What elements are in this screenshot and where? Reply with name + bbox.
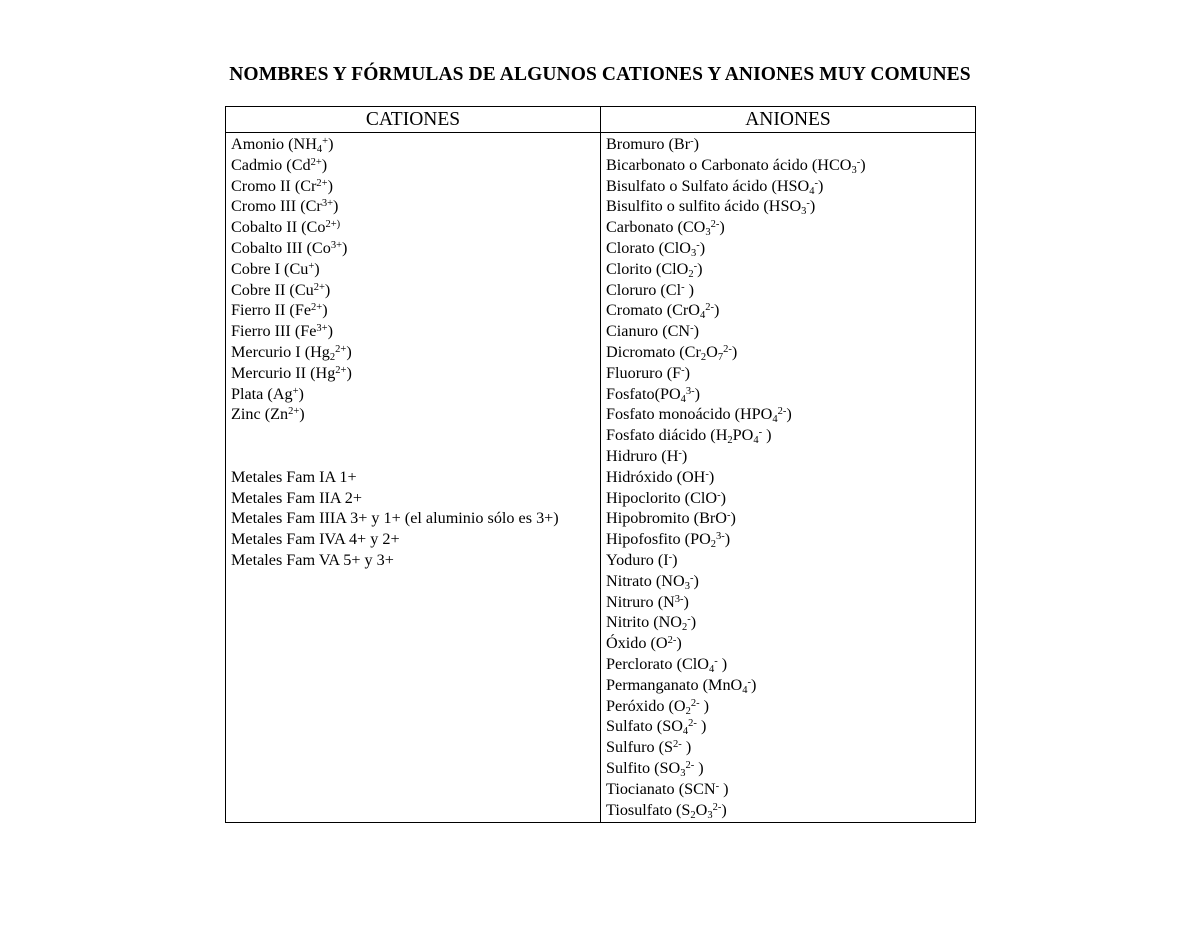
formula-charge: 2- [710,219,720,231]
formula-text: HCO [817,155,852,174]
anion-row [606,321,968,342]
formula-charge: - [690,323,694,335]
anion-row [606,737,968,758]
cation-row [231,134,593,155]
ions-table [225,106,976,823]
formula-text: Zn [270,405,289,424]
anion-name: Carbonato ( [606,218,683,237]
anion-name: Bisulfito o sulfito ácido ( [606,197,769,216]
formula-text: NO [658,613,682,632]
formula-text: OH [681,467,706,486]
cation-name: Zinc ( [231,405,271,424]
cation-name: Cromo II ( [231,176,301,195]
formula-text: NO [661,571,685,590]
formula-subscript: 2 [688,268,694,280]
formula-text: Fe [300,322,317,341]
formula-charge: - [715,780,720,792]
formula-charge: 2+) [325,219,341,231]
formula-text: PO [732,426,754,445]
formula-close: ) [672,550,678,569]
formula-close: ) [681,446,688,465]
formula-charge: 2+ [316,177,328,189]
formula-close: ) [321,155,328,174]
cation-name: Cobalto III ( [231,238,312,257]
anion-row [606,238,968,259]
anion-name: Fosfato( [606,384,660,403]
formula-text: NH [293,135,317,153]
formula-text: Hg [310,342,330,361]
formula-text: O [695,800,708,819]
anion-name: Clorato ( [606,238,664,257]
formula-close: ) [693,322,699,341]
formula-charge: 3- [685,385,695,397]
formula-text: Co [306,218,326,237]
formula-text: Cu [294,280,314,299]
anion-name: Nitruro ( [606,592,664,611]
formula-close: ) [690,613,697,632]
cations-header: CATIONES [365,109,461,130]
anion-row [606,300,968,321]
formula-text: Fe [294,301,312,320]
anion-name: Tiocianato ( [606,779,685,798]
cation-row [231,384,593,405]
formula-close: ) [324,280,331,299]
formula-text: S [681,800,691,819]
cation-name: Cromo III ( [231,197,306,216]
formula-text: Cr [300,176,317,195]
formula-subscript: 4 [680,393,686,405]
cation-row [231,238,593,259]
formula-subscript: 2 [682,622,688,634]
anion-name: Hipoclorito ( [606,488,691,507]
anion-name: Cianuro ( [606,322,668,341]
formula-text: ClO [681,654,709,673]
anion-name: Yoduro ( [606,550,664,569]
formula-close: ) [717,654,728,673]
formula-charge: 2- [705,302,714,314]
formula-charge: 3+ [330,239,342,251]
formula-text: Hg [315,363,336,382]
anion-name: Nitrito ( [606,613,659,632]
anion-row [606,259,968,280]
formula-close: ) [724,530,731,549]
formula-charge: 2- [667,635,677,647]
formula-charge: 3- [716,531,725,543]
formula-subscript: 2 [685,705,691,717]
cation-row [231,259,593,280]
formula-close: ) [696,717,707,736]
anion-name: Nitrato ( [606,571,662,590]
anion-row [606,384,968,405]
anion-row [606,488,968,509]
cation-name: Fierro III ( [231,322,301,341]
formula-charge: - [681,364,685,376]
cations-list [231,134,593,571]
formula-subscript: 4 [699,310,706,322]
formula-text: S [664,738,674,757]
formula-charge: - [758,427,763,439]
formula-close: ) [684,363,690,382]
formula-subscript: 3 [707,809,713,821]
formula-close: ) [694,384,701,403]
cation-name: Amonio ( [231,135,294,153]
anion-row [606,675,968,696]
formula-close: ) [713,301,720,320]
anion-row [606,716,968,737]
anion-row [606,758,968,779]
formula-subscript: 2 [690,809,696,821]
anion-name: Bisulfato o Sulfato ácido ( [606,176,777,195]
anion-row [606,779,968,800]
anions-header: ANIONES [745,109,831,130]
formula-text: Co [311,238,331,257]
formula-close: ) [693,135,699,153]
family-row: Metales Fam VA 5+ y 3+ [231,550,394,569]
formula-text: MnO [708,675,743,694]
anion-row [606,176,968,197]
formula-close: ) [694,758,704,777]
formula-charge: + [308,260,315,272]
formula-text: CN [667,322,691,341]
anion-name: Sulfuro ( [606,738,664,757]
formula-text: Br [673,135,691,153]
formula-charge: - [705,468,709,480]
formula-charge: - [806,198,810,210]
family-row: Metales Fam IVA 4+ y 2+ [231,530,400,549]
formula-close: ) [684,280,695,299]
formula-charge: 2- [712,801,722,813]
formula-text: O [673,696,686,715]
anion-row [606,467,968,488]
anion-name: Cromato ( [606,301,673,320]
formula-charge: 2+ [311,302,323,314]
formula-text: PO [690,530,711,549]
formula-charge: 2- [777,406,787,418]
formula-charge: 2+ [310,156,322,168]
cation-row [231,217,593,238]
anions-list [606,134,968,820]
formula-close: ) [860,155,866,174]
anion-row [606,404,968,425]
formula-charge: 2- [690,697,700,709]
cation-name: Cobre II ( [231,280,295,299]
formula-close: ) [699,238,706,257]
formula-close: ) [721,800,727,819]
anion-row [606,612,968,633]
cation-row [231,155,593,176]
formula-subscript: 2 [700,351,707,363]
anion-name: Fosfato monoácido ( [606,405,740,424]
formula-subscript: 4 [316,144,323,155]
formula-charge: - [681,281,685,293]
cation-name: Plata ( [231,384,273,403]
spacer-row [231,425,593,467]
formula-text: CO [682,218,706,237]
formula-charge: 2- [688,718,697,730]
formula-text: Ag [272,384,293,403]
formula-close: ) [327,322,333,341]
formula-text: O [706,342,718,361]
formula-charge: - [696,239,700,251]
cation-row [231,176,593,197]
formula-charge: - [747,676,751,688]
formula-charge: - [856,156,861,168]
anion-name: Fluoruro ( [606,363,673,382]
family-row: Metales Fam IIIA 3+ y 1+ (el aluminio sólo es 3+) [231,509,559,528]
cation-row [231,280,593,301]
anion-row [606,633,968,654]
formula-text: H [666,446,679,465]
formula-text: O [655,634,668,653]
formula-text: PO [659,384,681,403]
anion-row [606,508,968,529]
formula-charge: 2+ [313,281,325,293]
formula-charge: 2- [685,759,695,771]
anion-name: Óxido ( [606,634,656,653]
anion-name: Sulfato ( [606,717,663,736]
anion-row [606,196,968,217]
formula-close: ) [342,238,348,257]
page-title: NOMBRES Y FÓRMULAS DE ALGUNOS CATIONES Y ANIONES MUY COMUNES [229,64,971,85]
formula-text: ClO [690,488,718,507]
formula-close: ) [693,571,699,590]
formula-subscript: 4 [708,663,715,675]
family-row: Metales Fam IIA 2+ [231,488,362,507]
formula-close: ) [809,197,816,216]
formula-subscript: 3 [705,227,711,239]
formula-charge: - [689,572,694,584]
formula-close: ) [681,738,692,757]
formula-text: N [663,592,675,611]
formula-subscript: 3 [680,767,686,779]
anion-name: Hipobromito ( [606,509,700,528]
anion-row [606,155,968,176]
anion-name: Hidruro ( [606,446,667,465]
formula-text: Cu [289,259,309,278]
anion-name: Hidróxido ( [606,467,682,486]
formula-charge: - [668,551,673,563]
anion-row [606,446,968,467]
anion-name: Hipofosfito ( [606,530,691,549]
formula-text: H [715,426,728,445]
anion-row [606,134,968,155]
anion-row [606,550,968,571]
formula-charge: 3+ [321,198,333,210]
formula-close: ) [708,467,715,486]
formula-close: ) [332,197,339,216]
cation-row [231,321,593,342]
formula-subscript: 4 [772,414,778,426]
formula-close: ) [327,176,333,195]
cation-row [231,342,593,363]
anion-name: Sulfito ( [606,758,660,777]
cation-row [231,300,593,321]
anion-row [606,217,968,238]
formula-charge: 3- [674,593,684,605]
formula-subscript: 3 [801,206,807,218]
anion-row [606,696,968,717]
formula-close: ) [683,592,689,611]
cation-name: Mercurio I ( [231,342,311,361]
formula-text: Cl [665,280,682,299]
formula-charge: - [814,177,818,189]
formula-close: ) [676,634,682,653]
formula-text: I [663,550,669,569]
formula-close: ) [786,405,792,424]
anion-name: Clorito ( [606,259,662,278]
formula-text: SCN [684,779,716,798]
formula-charge: - [693,260,698,272]
header-divider [226,132,975,133]
anion-name: Cloruro ( [606,280,666,299]
formula-charge: 2+ [335,364,347,376]
anion-name: Fosfato diácido ( [606,426,716,445]
formula-charge: - [726,510,731,522]
formula-close: ) [346,363,352,382]
column-divider [600,107,601,822]
formula-text: F [672,363,682,382]
formula-close: ) [322,301,328,320]
formula-text: Cr [305,197,322,216]
anion-name: Perclorato ( [606,654,682,673]
formula-close: ) [719,779,729,798]
cation-name: Cobalto II ( [231,218,307,237]
cation-row [231,404,593,425]
formula-text: HPO [739,405,773,424]
formula-close: ) [346,342,352,361]
cation-name: Cobre I ( [231,259,290,278]
formula-close: ) [299,405,305,424]
formula-subscript: 2 [710,539,717,551]
anion-name: Bromuro ( [606,135,674,153]
anion-name: Tiosulfato ( [606,800,682,819]
formula-charge: 3+ [316,323,328,335]
formula-subscript: 2 [329,351,336,363]
formula-close: ) [719,218,725,237]
formula-charge: + [292,385,299,397]
cation-row [231,363,593,384]
cation-name: Cadmio ( [231,155,292,174]
formula-close: ) [730,509,736,528]
formula-close: ) [699,696,710,715]
formula-charge: + [322,136,329,147]
formula-close: ) [720,488,726,507]
family-row: Metales Fam IA 1+ [231,467,357,486]
anion-row [606,800,968,821]
anion-name: Dicromato ( [606,342,685,361]
formula-charge: - [714,655,718,667]
formula-close: ) [314,259,320,278]
formula-close: ) [298,384,304,403]
formula-charge: - [687,614,691,626]
formula-subscript: 3 [851,164,857,176]
anion-name: Permanganato ( [606,675,709,694]
formula-close: ) [731,342,738,361]
formula-charge: 2+ [288,406,300,418]
formula-subscript: 4 [682,726,689,738]
anion-row [606,654,968,675]
anion-row [606,425,968,446]
formula-text: HSO [768,197,802,216]
cation-name: Mercurio II ( [231,363,316,382]
formula-subscript: 2 [727,435,733,447]
formula-text: BrO [699,509,727,528]
formula-close: ) [328,135,334,153]
cation-name: Fierro II ( [231,301,295,320]
formula-subscript: 4 [742,684,748,696]
formula-close: ) [750,675,757,694]
formula-text: SO [662,717,683,736]
formula-close: ) [762,426,772,445]
formula-charge: - [717,489,721,501]
anion-row [606,571,968,592]
formula-charge: - [690,136,694,147]
formula-text: ClO [664,238,691,257]
formula-subscript: 7 [717,351,724,363]
formula-charge: 2- [723,343,732,355]
formula-text: HSO [776,176,810,195]
formula-text: ClO [661,259,689,278]
formula-subscript: 3 [691,247,697,259]
formula-charge: 2+ [335,343,347,355]
anion-row [606,529,968,550]
formula-subscript: 4 [753,435,759,447]
formula-text: Cr [684,342,701,361]
formula-subscript: 4 [809,185,815,197]
anion-row [606,363,968,384]
anion-row [606,280,968,301]
formula-close: ) [697,259,703,278]
cation-row [231,196,593,217]
anion-name: Peróxido ( [606,696,674,715]
formula-close: ) [817,176,824,195]
formula-charge: - [678,447,682,459]
anion-row [606,592,968,613]
formula-charge: 2- [673,739,682,751]
formula-subscript: 3 [684,580,690,592]
anion-row [606,342,968,363]
formula-text: Cd [291,155,311,174]
formula-text: SO [659,758,681,777]
formula-text: CrO [672,301,700,320]
anion-name: Bicarbonato o Carbonato ácido ( [606,155,818,174]
